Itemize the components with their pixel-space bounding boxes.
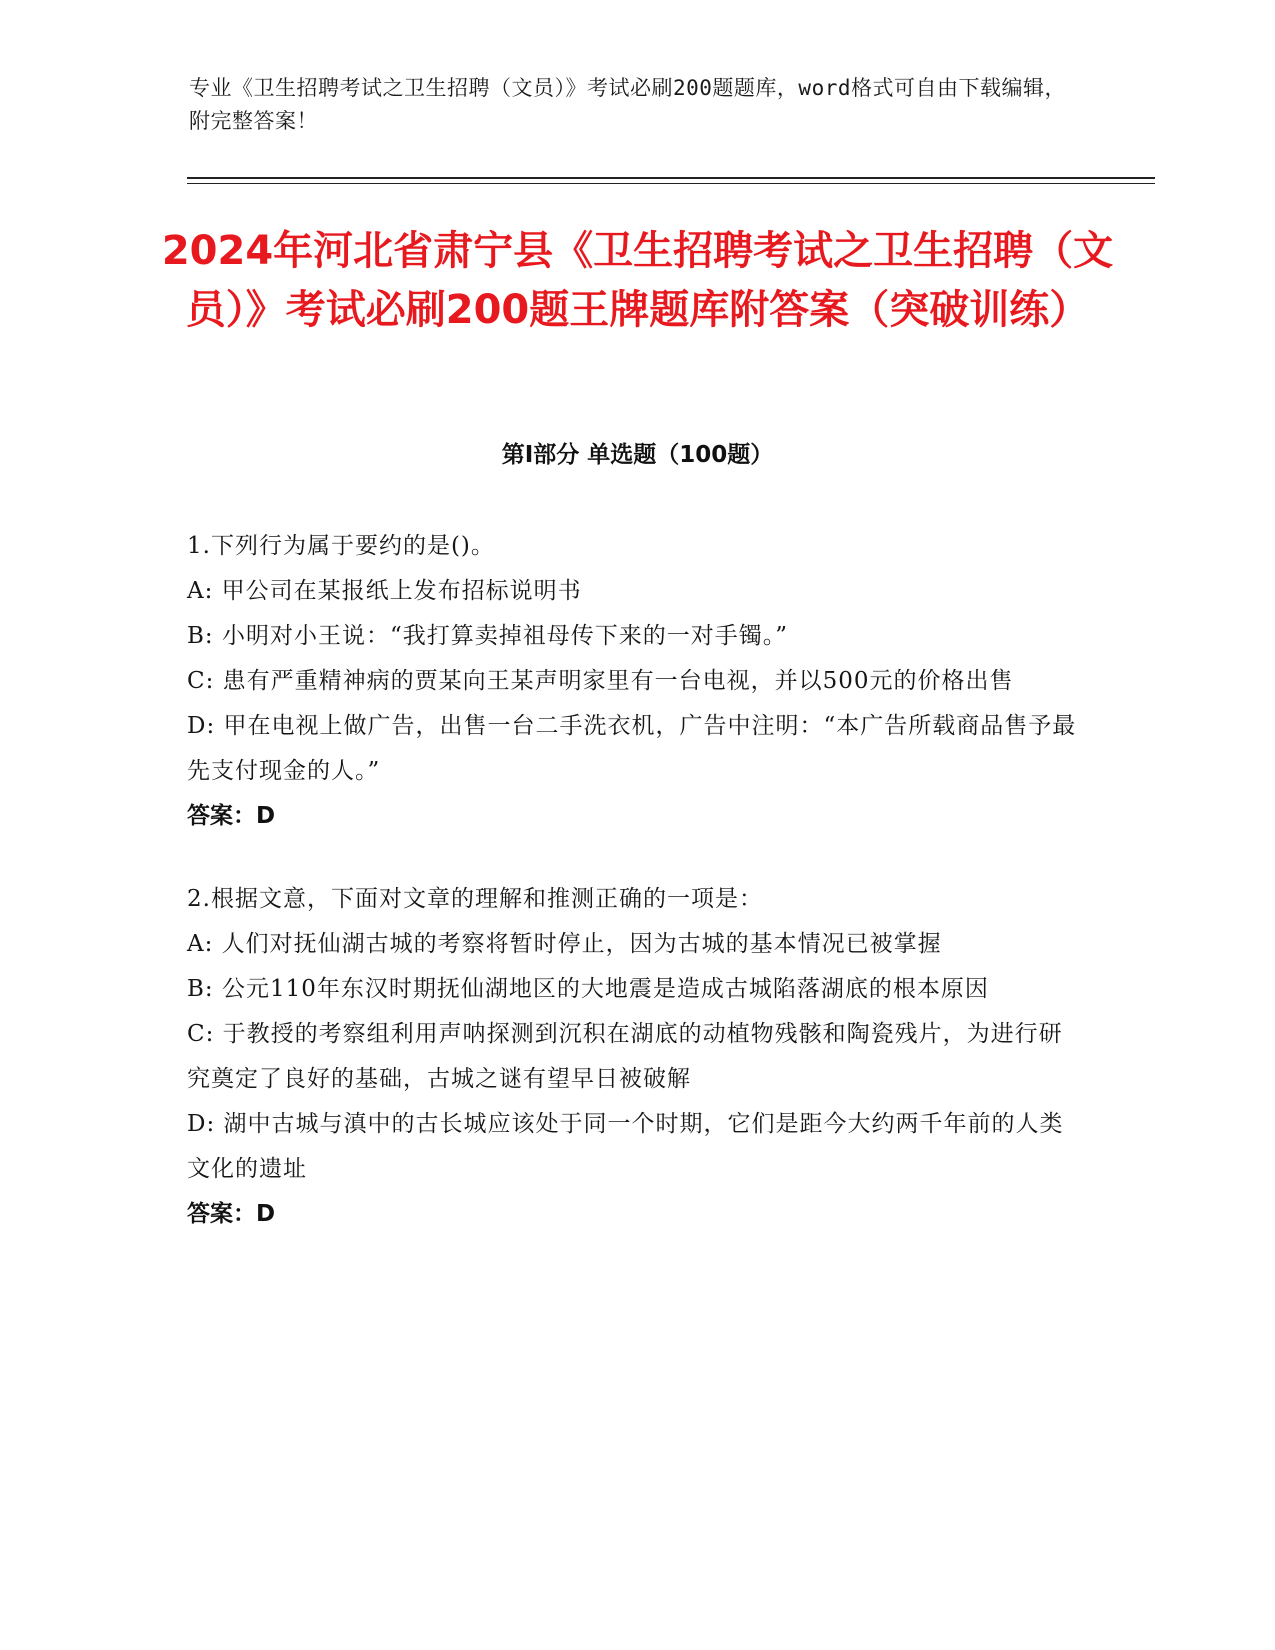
option-c: C: 于教授的考察组利用声呐探测到沉积在湖底的动植物残骸和陶瓷残片，为进行研究奠定了良好的基础，古城之谜有望早日被破解	[187, 1021, 1063, 1092]
answer-text: 答案：D	[187, 803, 276, 829]
question-stem: 1.下列行为属于要约的是()。	[187, 533, 495, 559]
document-title: 2024年河北省肃宁县《卫生招聘考试之卫生招聘（文员）》考试必刷200题王牌题库附答案（突破训练）	[161, 228, 1114, 333]
option-b: B: 小明对小王说：“我打算卖掉祖母传下来的一对手镯。”	[187, 623, 788, 649]
header-note: 专业《卫生招聘考试之卫生招聘（文员）》考试必刷200题题库，word格式可自由下载编辑，附完整答案！	[189, 76, 1066, 133]
option-d: D: 甲在电视上做广告，出售一台二手洗衣机，广告中注明：“本广告所载商品售予最先支付现金的人。”	[187, 713, 1077, 784]
option-a: A: 人们对抚仙湖古城的考察将暂时停止，因为古城的基本情况已被掌握	[187, 931, 942, 957]
option-b: B: 公元110年东汉时期抚仙湖地区的大地震是造成古城陷落湖底的根本原因	[187, 976, 989, 1002]
option-a: A: 甲公司在某报纸上发布招标说明书	[187, 578, 582, 604]
question-list	[187, 524, 1077, 1275]
question-item	[187, 877, 1077, 1237]
section-heading: 第Ⅰ部分 单选题（100题）	[501, 442, 774, 468]
answer-text: 答案：D	[187, 1201, 276, 1227]
option-c: C: 患有严重精神病的贾某向王某声明家里有一台电视，并以500元的价格出售	[187, 668, 1014, 694]
option-d: D: 湖中古城与滇中的古长城应该处于同一个时期，它们是距今大约两千年前的人类文化的遗址	[187, 1111, 1064, 1182]
header-divider-thin	[187, 183, 1155, 184]
header-divider-thick	[187, 177, 1155, 179]
question-item	[187, 524, 1077, 839]
question-stem: 2.根据文意，下面对文章的理解和推测正确的一项是：	[187, 886, 763, 912]
